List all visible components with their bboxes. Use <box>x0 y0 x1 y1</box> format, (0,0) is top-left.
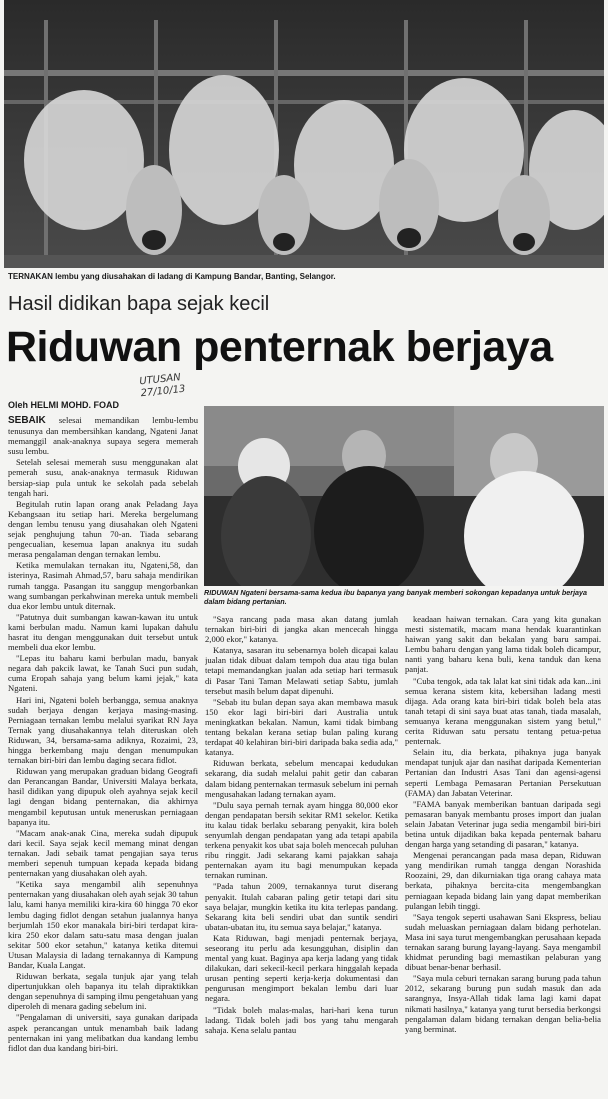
paragraph: "Saya rancang pada masa akan datang jumlah ternakan biri-biri di jangka akan mencecah hingga 2,000 ekor," katanya. <box>205 614 398 645</box>
paragraph: Begitulah rutin lapan orang anak Peladang Jaya Kebangsaan itu setiap hari. Mereka bergelumang dengan lembu tenusu yang diusahakan oleh Ngateni sejak penghujung tahun 70-an. Tiada sebarang pengecualian, kesemua lapan anaknya itu sudah merasa pengalaman dengan ternakan lembu. <box>8 498 198 560</box>
paragraph: Riduwan yang merupakan graduan bidang Geografi dan Perancangan Bandar, Universiti Malaya berkata, hasil didikan yang dipupuk oleh ayahnya sejak kecil lagi dengan bidang penternakan, dia akhirnya mengambil keputusan untuk meneruskan perniagaan bapanya itu. <box>8 766 198 827</box>
paragraph: "Tidak boleh malas-malas, hari-hari kena turun ladang. Tidak boleh jadi bos yang tahu mengarah sahaja. Kena selalu pantau <box>205 1004 398 1035</box>
paragraph: Ketika memulakan ternakan itu, Ngateni,58, dan isterinya, Rasimah Ahmad,57, baru sahaja mendirikan rumah tangga. Pasangan itu sanggup mengorbankan wang sumbangan perkahwinan mereka untuk membeli dua ekor lembu untuk diternak. <box>8 560 198 611</box>
paragraph: keadaan haiwan ternakan. Cara yang kita gunakan mesti sistematik, macam mana hendak kuarantinkan haiwan yang sakit dan bekalan yang baru sampai. Lembu baharu dengan yang lama tidak boleh dicampur, nanti yang baharu kena buli, kena tanduk dan kena panjat. <box>405 614 601 675</box>
paragraph: "Cuba tengok, ada tak lalat kat sini tidak ada kan...ini semua kerana sistem kita, kebersihan ladang mesti dijaga. Ada orang kata biri-biri tidak boleh bela atas tanah tetapi di sini saya buat atas tanah, tiada masalah, semuanya kerana menggunakan sistem yang betul," cerita Riduwan satu persatu tentang petua-petua penternak. <box>405 675 601 747</box>
caption-text: lembu yang diusahakan di ladang di Kampung Bandar, Banting, Selangor. <box>55 272 336 281</box>
paragraph: "Lepas itu baharu kami berbulan madu, banyak negara dah pakcik lawat, ke Tanah Suci pun sudah, cuma Eropah sahaja yang belum kami jejak," kata Ngateni. <box>8 653 198 694</box>
paragraph: "Saya tengok seperti usahawan Sani Ekspress, beliau sudah meluaskan perniagaan dalam bidang perhotelan. Masa ini saya turut mengembangkan perusahaan kepada ternakan sarang burung layang-layang. Saya mengambil khidmat perunding bagi memastikan pelaburan yang dibuat benar-benar berhasil. <box>405 911 601 973</box>
byline: Oleh HELMI MOHD. FOAD <box>8 400 119 410</box>
lead-text: selesai memandikan lembu-lembu tenusunya dan membersihkan kandang, Ngateni Janat memanggil anak-anaknya supaya segera memerah susu lembu. <box>8 415 198 457</box>
top-photo-caption <box>8 272 598 282</box>
paragraph: "Pada tahun 2009, ternakannya turut diserang penyakit. Itulah cabaran paling getir tetapi dari situ saya belajar, mungkin ketika itu kita terlepas pandang. Sekarang kita beli sendiri ubat dan suntik sendiri ubatan-ubatan itu, itu semua saya belajar," katanya. <box>205 881 398 932</box>
article-kicker: Hasil didikan bapa sejak kecil <box>8 293 270 315</box>
paragraph: "Ketika saya mengambil alih sepenuhnya penternakan yang diusahakan oleh ayah sejak 30 tahun lalu, kami hanya memiliki kira-kira 60 hingga 70 ekor lembu daging fidlot dengan setahun jualannya hanya berjumlah 150 ekor manakala biri-biri terdapat kira-kira 250 ekor dalam satu-satu masa dengan jualan sekitar 500 ekor setahun," katanya ketika ditemui Utusan Malaysia di ladang ternakannya di Kampung Bandar, Kuala Langat. <box>8 879 198 970</box>
paragraph: "FAMA banyak memberikan bantuan daripada segi pemasaran banyak membantu proses import dan jualan selain Jabatan Veterinar juga sedia mengambil biri-biri betina untuk dijadikan baka kepada penternak baharu dengan harga yang setanding di pasaran," katanya. <box>405 798 601 850</box>
handwritten-note-date: 27/10/13 <box>140 383 186 400</box>
paragraph: Riduwan berkata, segala tunjuk ajar yang telah dipertunjukkan oleh bapanya itu telah dipraktikkan dengan sepenuhnya di samping ilmu pengetahuan yang diperoleh di menara gading sebelum ini. <box>8 971 198 1012</box>
article-headline: Riduwan penternak berjaya <box>6 323 553 371</box>
cattle-photo <box>4 0 604 268</box>
paragraph: Mengenai perancangan pada masa depan, Riduwan yang mendirikan rumah tangga dengan Norashida Roozaini, 29, dan dikurniakan tiga orang cahaya mata berkata, pihaknya bercita-cita mengembangkan perniagaan kepada bidang lain yang dapat memberikan pulangan lebih tinggi. <box>405 850 601 911</box>
paragraph: "Patutnya duit sumbangan kawan-kawan itu untuk kami berbulan madu. Namun kami lupakan dahulu hasrat itu dengan menggunakan duit tersebut untuk membeli dua ekor lembu. <box>8 611 198 653</box>
paragraph: Hari ini, Ngateni boleh berbangga, semua anaknya sudah berjaya dengan kerjaya masing-masing. Perniagaan ternakan lembu melalui syarikat RN Jaya Ternak yang diusahakannya telah diteruskan oleh Riduwan, 34, bersama-sama adiknya, Rozaimi, 23, hingga berkembang maju dengan menumpukan ternakan biri-biri dan lembu daging secara fidlot. <box>8 694 198 766</box>
handwritten-note-source: UTUSAN <box>138 372 182 388</box>
paragraph: Selain itu, dia berkata, pihaknya juga banyak mendapat tunjuk ajar dan nasihat daripada Kementerian Pertanian dan Industri Asas Tani dan agensi-agensi seperti Lembaga Pemasaran Pertanian Persekutuan (FAMA) dan Jabatan Veterinar. <box>405 747 601 798</box>
paragraph: "Sebab itu bulan depan saya akan membawa masuk 150 ekor lagi biri-biri dari Australia untuk meningkatkan bekalan. Namun, kami tidak bimbang tentang bekalan kerana setiap bulan paling kurang terdapat 40 kelahiran biri-biri daripada baka sedia ada," katanya. <box>205 696 398 758</box>
paragraph: Kata Riduwan, bagi menjadi penternak berjaya, seseorang itu perlu ada kesungguhan, disiplin dan mental yang kuat. Baginya apa kerja ladang yang tidak dilakukan, dari sekecil-kecil perkara hinggalah kepada urusan penting seperti kerja-kerja dokumentasi dan pengurusan mengimport bekalan lembu dari luar negara. <box>205 932 398 1004</box>
paragraph: Riduwan berkata, sebelum mencapai kedudukan sekarang, dia sudah melalui pahit getir dan cabaran dalam bidang penternakan termasuk sebelum ini pernah mengusahakan ladang ternakan ayam. <box>205 758 398 799</box>
handwritten-note <box>139 372 186 401</box>
lead-paragraph <box>8 415 198 456</box>
family-photo <box>204 406 604 586</box>
article-column-2 <box>205 614 398 1094</box>
caption-lead-word: TERNAKAN <box>8 272 53 281</box>
article-column-3 <box>405 614 601 1094</box>
paragraph: "Saya mula ceburi ternakan sarang burung pada tahun 2012, sekarang burung pun sudah masuk dan ada sarangnya, Insya-Allah tidak lama lagi kami dapat nikmati hasilnya," katanya yang turut bersedia berkongsi pengalaman dalam bidang ternakan dengan belia-belia yang berminat. <box>405 973 601 1034</box>
lead-word: SEBAIK <box>8 415 46 426</box>
paragraph: Katanya, sasaran itu sebenarnya boleh dicapai kalau jualan tidak dibuat dalam tempoh dua atau tiga bulan tetapi memandangkan jualan ada setiap hari termasuk di Pasar Tani Taman Melawati setiap Sabtu, jumlah tersebut masih belum dapat dipenuhi. <box>205 645 398 696</box>
paragraph: "Dulu saya pernah ternak ayam hingga 80,000 ekor dengan pendapatan bersih sekitar RM1 sekelor. Ketika itu kalau tidak berlaku sebarang penyakit, kira boleh senyumlah dengan pendapatan yang ada tetapi apabila terkena penyakit kos ubat saja boleh mencecah puluhan ribu ringgit. Jadi sekarang kami pajakkan sahaja penternakan ayam itu bagi menumpukan kepada ternakan ruminan. <box>205 799 398 881</box>
paragraph: "Macam anak-anak Cina, mereka sudah dipupuk dari kecil. Saya sejak kecil memang minat dengan ternakan. Jadi sebaik tamat pengajian saya terus memberi sepenuh tumpuan kepada kepada bidang penternakan yang diusahakan oleh ayah. <box>8 827 198 879</box>
article-column-1 <box>8 415 198 1095</box>
family-photo-caption: RIDUWAN Ngateni bersama-sama kedua ibu bapanya yang banyak memberi sokongan kepadanya untuk berjaya dalam bidang pertanian. <box>204 588 588 606</box>
paragraph: Setelah selesai memerah susu menggunakan alat pemerah susu, anak-anaknya termasuk Riduwan bersiap-siap pula untuk ke sekolah pada sebelah tengah hari. <box>8 457 198 498</box>
paragraph: "Pengalaman di universiti, saya gunakan daripada aspek perancangan untuk menambah baik ladang penternakan ini yang melibatkan dua kandang lembu fidlot dan dua kandang biri-biri. <box>8 1012 198 1053</box>
